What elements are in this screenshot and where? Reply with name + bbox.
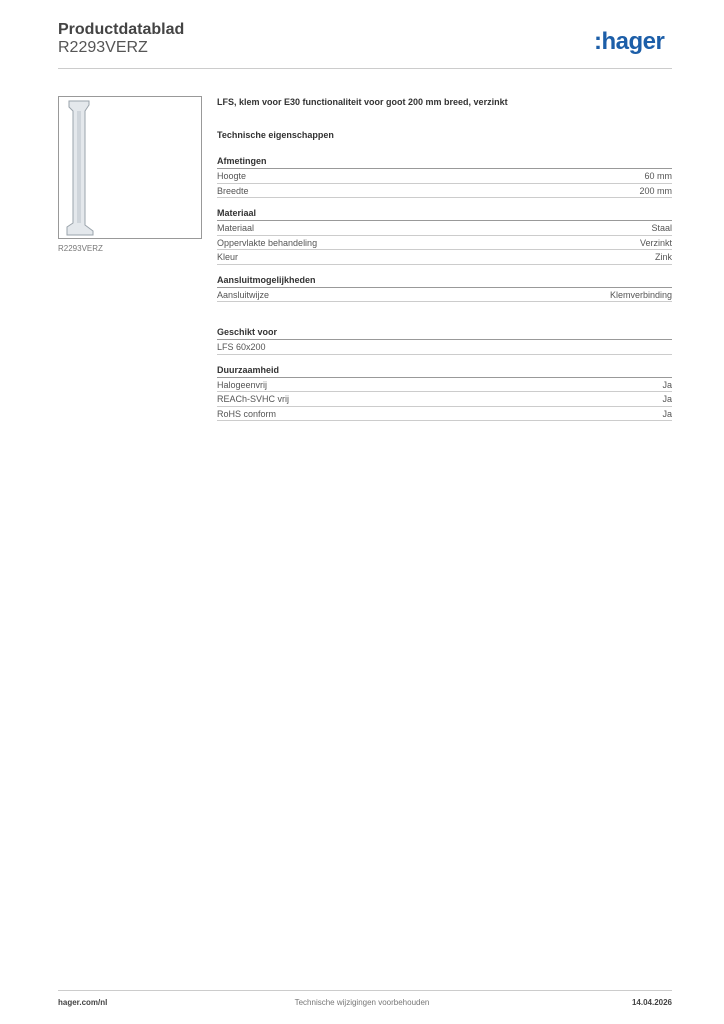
property-label: Materiaal — [217, 223, 255, 233]
property-value: Verzinkt — [639, 237, 672, 248]
property-section — [217, 207, 672, 265]
footer-date: 14.04.2026 — [631, 998, 672, 1007]
property-label: RoHS conform — [217, 408, 277, 419]
property-row — [217, 236, 672, 251]
page-title: Productdatablad — [58, 21, 185, 38]
property-row — [217, 169, 672, 184]
section-title: Geschikt voor — [217, 326, 672, 340]
property-row — [217, 250, 672, 265]
property-value: Ja — [662, 394, 672, 404]
property-value: 60 mm — [644, 171, 672, 181]
property-value: Ja — [662, 379, 672, 390]
product-headline: LFS, klem voor E30 functionaliteit voor goot 200 mm breed, verzinkt — [217, 97, 508, 107]
property-label: Hoogte — [217, 171, 247, 181]
property-value: Zink — [654, 252, 672, 262]
technical-properties-title: Technische eigenschappen — [217, 130, 334, 140]
property-section — [217, 155, 672, 198]
property-label: Kleur — [217, 252, 239, 262]
section-title: Afmetingen — [217, 155, 672, 169]
hager-logo: :hager — [594, 28, 665, 55]
footer-website[interactable]: hager.com/nl — [58, 998, 108, 1007]
product-clamp-icon — [59, 97, 201, 238]
property-label: Halogeenvrij — [217, 379, 268, 390]
property-label: REACh-SVHC vrij — [217, 394, 290, 404]
property-row — [217, 184, 672, 199]
product-code: R2293VERZ — [58, 39, 148, 56]
property-row — [217, 392, 672, 407]
product-image — [58, 96, 202, 239]
section-title: Materiaal — [217, 207, 672, 221]
section-title: Aansluitmogelijkheden — [217, 274, 672, 288]
product-details — [217, 96, 672, 430]
property-section — [217, 326, 672, 355]
footer-notice: Technische wijzigingen voorbehouden — [294, 998, 430, 1007]
section-title: Duurzaamheid — [217, 364, 672, 378]
property-section — [217, 274, 672, 303]
property-value: 200 mm — [639, 185, 672, 196]
property-value: Ja — [662, 408, 672, 419]
footer-divider — [58, 990, 672, 991]
property-row — [217, 340, 672, 355]
property-value: Klemverbinding — [609, 289, 672, 300]
property-label: LFS 60x200 — [217, 342, 266, 352]
image-caption: R2293VERZ — [58, 244, 103, 253]
spacer — [217, 311, 672, 326]
property-value: Staal — [651, 223, 672, 233]
property-label: Breedte — [217, 185, 249, 196]
property-label: Aansluitwijze — [217, 289, 270, 300]
property-row — [217, 407, 672, 422]
property-label: Oppervlakte behandeling — [217, 237, 318, 248]
property-section — [217, 364, 672, 422]
property-row — [217, 288, 672, 303]
property-row — [217, 221, 672, 236]
header-divider — [58, 68, 672, 69]
property-row — [217, 378, 672, 393]
